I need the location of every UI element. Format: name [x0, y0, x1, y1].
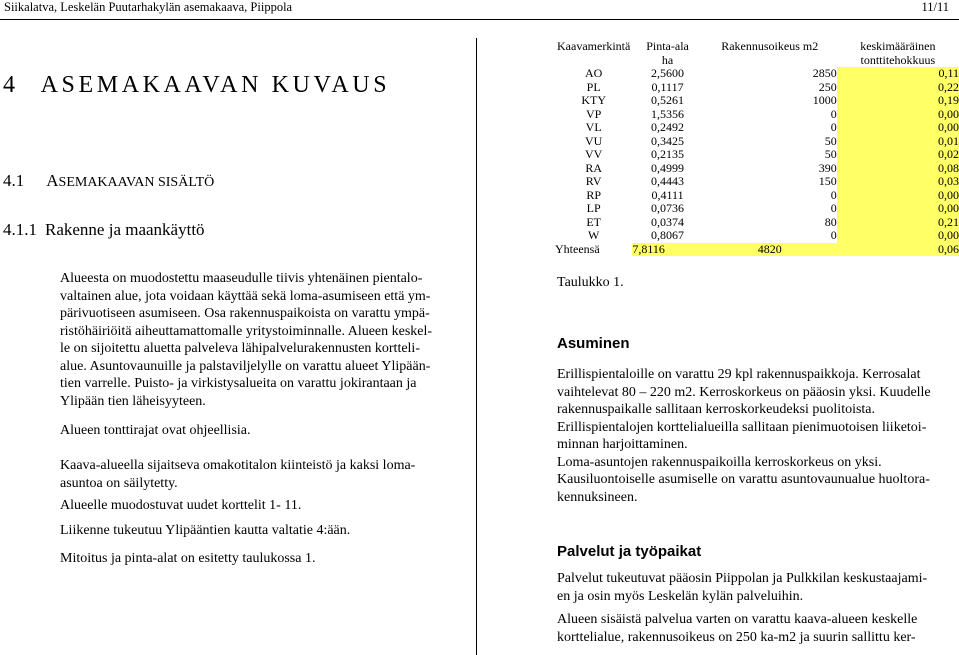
table-cell: 0,4443: [651, 174, 685, 188]
text-line: Alueelle muodostuvat uudet korttelit 1- 11.: [60, 498, 302, 513]
table-cell: 0,02: [837, 148, 959, 162]
section-title-initial: A: [46, 171, 59, 190]
table-cell: 0,00: [837, 189, 959, 203]
text-line: pärivuotiseen asumiseen. Osa rakennuspaikoista on varattu ympä-: [60, 306, 430, 321]
table-cell: 0,2135: [651, 147, 685, 161]
table-cell: Yhteensä: [555, 241, 600, 256]
table-cell: keskimääräinen: [860, 39, 936, 53]
table-cell: 1000: [812, 93, 837, 107]
text-line: vaihtelevat 80 – 220 m2. Kerroskorkeus on pääosin yksi. Kuudelle: [557, 384, 931, 400]
table-cell: tonttitehokkuus: [860, 52, 936, 67]
table-cell: 0,11: [837, 67, 959, 81]
table-cell: 50: [824, 133, 837, 148]
table-cell: 0,00: [837, 121, 959, 135]
area-table: [555, 40, 959, 256]
table-cell: 2,5600: [651, 66, 685, 80]
table-cell: 0,3425: [651, 133, 685, 148]
text-line: Alueesta on muodostettu maaseudulle tiivis yhtenäinen pientalo-: [60, 271, 423, 286]
paragraph: [60, 457, 440, 492]
table-cell: PL: [586, 79, 601, 94]
table-cell: 0,4111: [651, 187, 684, 202]
table-cell: VU: [584, 133, 603, 148]
table-cell: 0,00: [837, 202, 959, 216]
paragraph: [557, 570, 952, 605]
table-cell: 0: [830, 201, 837, 215]
table-cell: KTY: [581, 93, 606, 107]
table-caption: Taulukko 1.: [557, 275, 624, 290]
table-cell: 80: [824, 214, 837, 229]
table-cell: [703, 54, 837, 68]
text-line: en ja osin myös Leskelän kylän palveluihin.: [557, 588, 804, 604]
table-cell: VL: [585, 120, 602, 134]
table-cell: VP: [585, 106, 602, 121]
table-cell: 1,5356: [651, 106, 685, 121]
table-cell: VV: [584, 147, 603, 161]
table-row: [555, 229, 959, 243]
section-title-rest: SEMAKAAVAN SISÄLTÖ: [58, 175, 215, 190]
table-cell: 250: [818, 79, 837, 94]
table-cell: 7,8116: [632, 243, 702, 257]
page-number: 11/11: [921, 0, 949, 14]
text-line: Alueen sisäistä palvelua varten on varattu kaava-alueen keskelle: [557, 612, 918, 627]
table-row: [555, 108, 959, 122]
table-row: [555, 67, 959, 81]
table-cell: 0,4999: [651, 160, 685, 175]
table-cell: Pinta-ala: [646, 39, 689, 53]
text-line: rakennuspaikalle sallitaan kerroskorkeudeksi puolitoista.: [557, 402, 876, 417]
table-row: [555, 216, 959, 230]
table-cell: 0,01: [837, 135, 959, 149]
column-divider: [476, 38, 477, 655]
text-line: tien varrelle. Puisto- ja virkistysalueita on varattu jokirantaan ja: [60, 376, 417, 391]
table-cell: 0,8067: [651, 228, 685, 242]
text-line: Mitoitus ja pinta-alat on esitetty taulukossa 1.: [60, 551, 316, 566]
header-rule: [0, 19, 959, 20]
table-row: [555, 94, 959, 108]
table-row: [555, 121, 959, 135]
text-line: le on sijoitettu aluetta palveleva lähipalvelurakennusten kortteli-: [60, 341, 420, 356]
table-cell: 0,00: [837, 229, 959, 243]
text-line: korttelialue, rakennusoikeus on 250 ka-m2 ja suurin sallittu ker-: [557, 629, 916, 645]
table-cell: 2850: [812, 66, 837, 80]
section-heading: [3, 171, 214, 191]
subsection-number: 4.1.1: [3, 220, 37, 239]
table-cell: ha: [661, 52, 674, 67]
paragraph: [60, 422, 440, 440]
text-line: Kaava-alueella sijaitseva omakotitalon kiinteistö ja kaksi loma-: [60, 458, 416, 473]
table-cell: RV: [585, 174, 602, 188]
text-line: Loma-asuntojen rakennuspaikoilla kerroskorkeus on yksi.: [557, 454, 882, 470]
text-line: kennuksineen.: [557, 489, 638, 505]
table-cell: 50: [824, 147, 837, 161]
table-cell: 0: [830, 187, 837, 202]
paragraph: [557, 611, 952, 646]
paragraph: [60, 522, 440, 540]
text-line: Erillispientaloille on varattu 29 kpl rakennuspaikkoja. Kerrosalat: [557, 367, 921, 382]
table-cell: 0,22: [837, 81, 959, 95]
text-line: Kausiluontoiselle asumiselle on varattu asuntovaunualue huoltora-: [557, 472, 930, 487]
text-line: alue. Asuntovaunuille ja palstaviljelylle on varattu alueet Ylipään-: [60, 358, 431, 374]
table-cell: 0,03: [837, 175, 959, 189]
section-number: 4.1: [3, 171, 25, 190]
paragraph: [60, 497, 440, 515]
table-cell: Rakennusoikeus m2: [721, 39, 819, 53]
table-cell: 0,1117: [651, 79, 684, 94]
asuminen-heading: Asuminen: [557, 335, 630, 352]
table-total-row: [555, 243, 959, 257]
table-cell: 0,06: [837, 243, 959, 257]
table-row: [555, 162, 959, 176]
text-line: Liikenne tukeutuu Ylipääntien kautta valtatie 4:ään.: [60, 523, 351, 538]
text-line: Ylipään tien läheisyyteen.: [60, 393, 206, 409]
text-line: asuntoa on säilytetty.: [60, 475, 178, 491]
chapter-number: 4: [3, 72, 19, 98]
table-cell: 0: [830, 120, 837, 134]
chapter-title: ASEMAKAAVAN KUVAUS: [40, 72, 391, 98]
paragraph: [60, 270, 440, 410]
table-cell: 0: [830, 228, 837, 242]
text-line: minnan harjoittaminen.: [557, 437, 688, 452]
paragraph: [60, 550, 440, 568]
table-cell: 0,19: [837, 94, 959, 108]
subsection-heading: [3, 220, 205, 240]
table-cell: [555, 54, 632, 68]
table-cell: RA: [585, 160, 602, 175]
table-cell: W: [588, 228, 600, 242]
table-cell: 0,00: [837, 108, 959, 122]
table-row: [555, 175, 959, 189]
table-cell: 0: [830, 106, 837, 121]
table-header-row: [555, 40, 959, 54]
table-cell: 0,08: [837, 162, 959, 176]
table-cell: 390: [818, 160, 837, 175]
table-row: [555, 81, 959, 95]
text-line: Palvelut tukeutuvat pääosin Piippolan ja Pulkkilan keskustaajami-: [557, 571, 928, 586]
text-line: ristöhäiriöitä aiheuttamattomalle yritystoiminnalle. Alueen keskel-: [60, 323, 433, 339]
header-title: Siikalatva, Leskelän Puutarhakylän asemakaava, Piippola: [4, 0, 293, 14]
table-row: [555, 189, 959, 203]
asuminen-text: [557, 366, 952, 506]
table-cell: RP: [586, 187, 601, 202]
table-cell: 4820: [703, 243, 837, 257]
table-row: [555, 202, 959, 216]
table-cell: AO: [584, 66, 603, 80]
table-cell: 0,0374: [651, 214, 685, 229]
table-cell: ET: [586, 214, 601, 229]
table-subheader-row: [555, 54, 959, 68]
table-cell: 0,0736: [651, 201, 685, 215]
text-line: valtainen alue, jota voidaan käyttää sekä loma-asumiseen että ym-: [60, 288, 431, 304]
table-cell: LP: [586, 201, 601, 215]
palvelut-text: [557, 570, 952, 646]
palvelut-heading: Palvelut ja työpaikat: [557, 543, 702, 560]
table-row: [555, 148, 959, 162]
text-line: Erillispientalojen korttelialueilla sallitaan pienimuotoisen liiketoi-: [557, 419, 927, 435]
subsection-title: Rakenne ja maankäyttö: [45, 220, 205, 239]
table-row: [555, 135, 959, 149]
table-cell: 150: [818, 174, 837, 188]
table-cell: 0,5261: [651, 93, 685, 107]
text-line: Alueen tonttirajat ovat ohjeellisia.: [60, 423, 251, 438]
chapter-heading: [3, 72, 390, 99]
table-cell: 0,21: [837, 216, 959, 230]
table-cell: 0,2492: [651, 120, 685, 134]
table-cell: Kaavamerkintä: [557, 39, 631, 53]
